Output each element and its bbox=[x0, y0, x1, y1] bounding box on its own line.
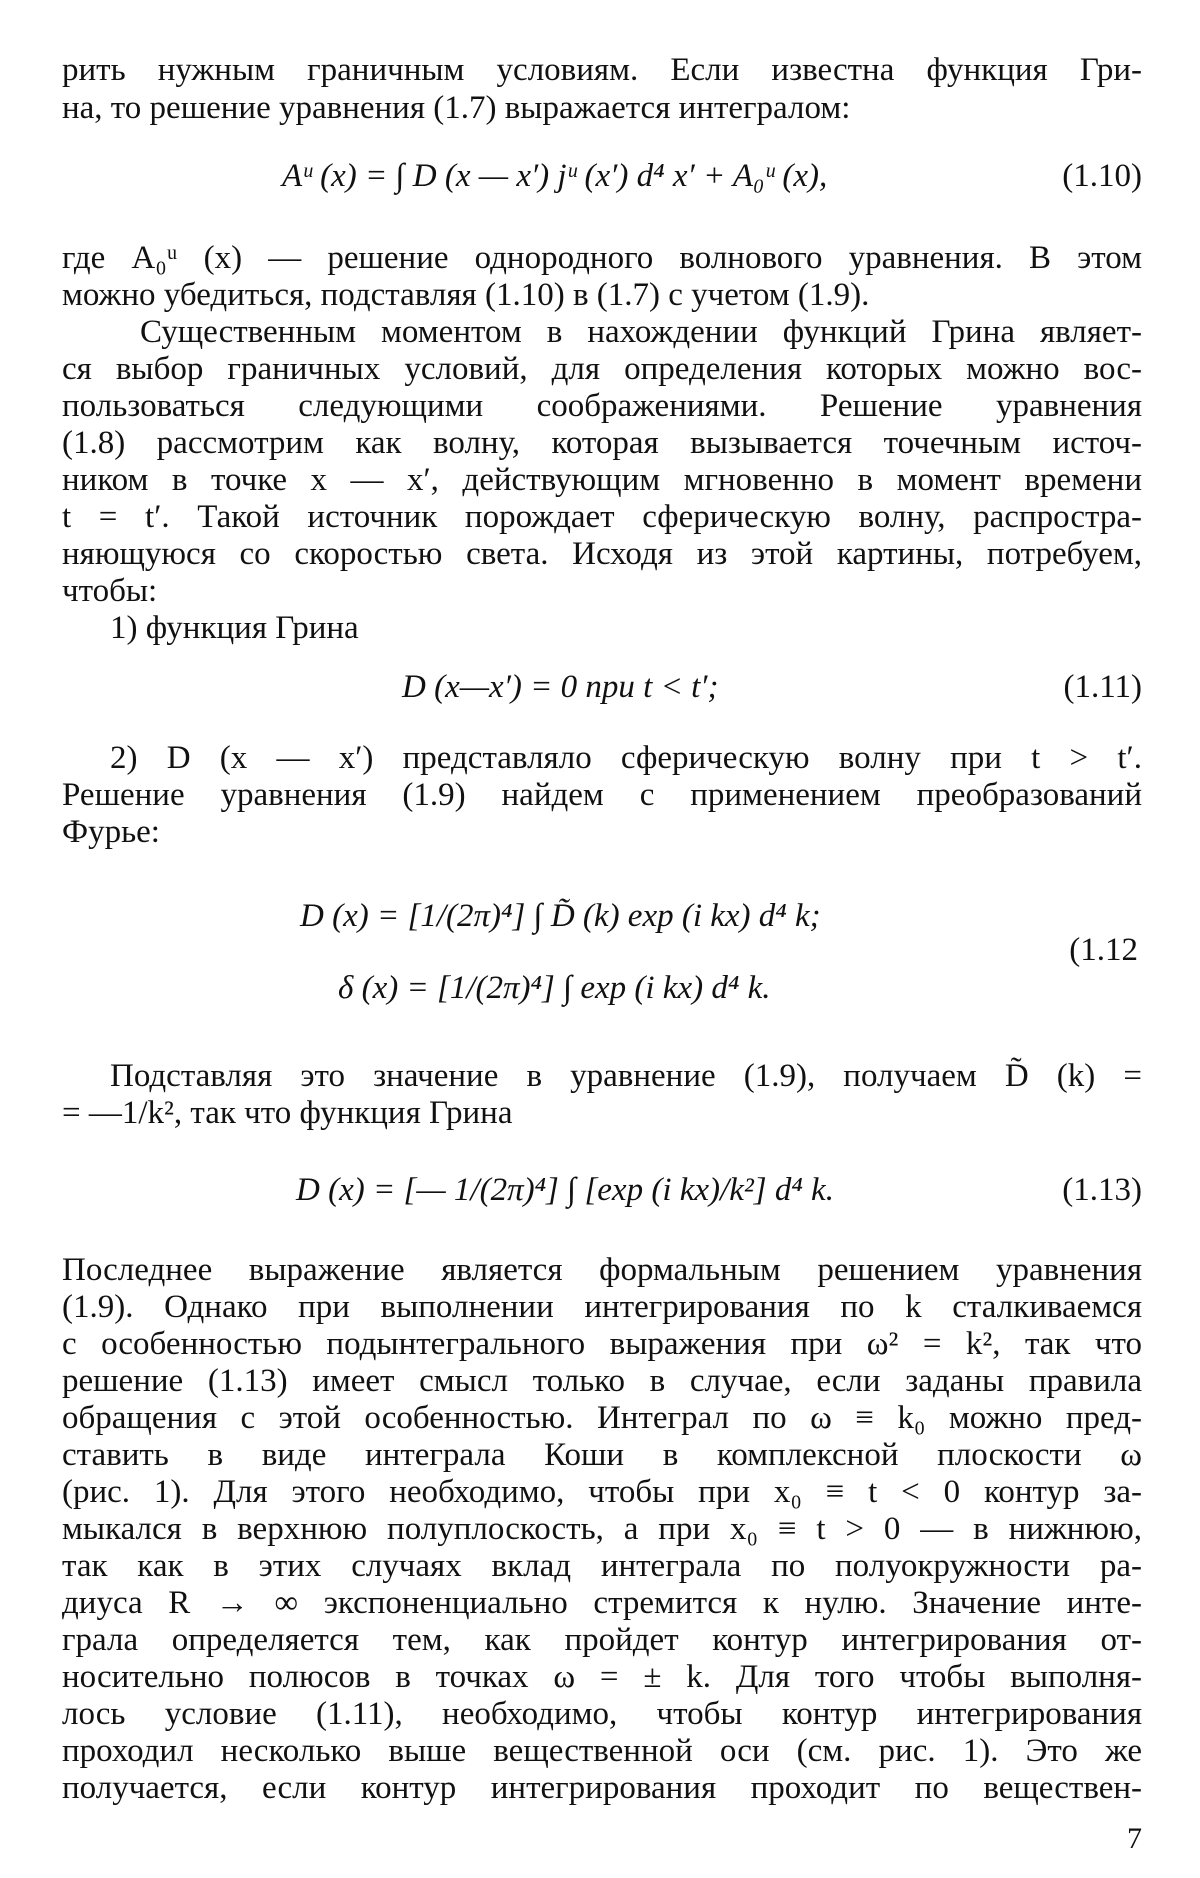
text-line: t = t′. Такой источник порождает сферическую волну, распростра- bbox=[62, 499, 1142, 535]
text-line: лось условие (1.11), необходимо, чтобы контур интегрирования bbox=[62, 1696, 1142, 1732]
text-line: ся выбор граничных условий, для определения которых можно вос- bbox=[62, 351, 1142, 387]
text-line: мыкался в верхнюю полуплоскость, а при x₀ ≡ t > 0 — в нижнюю, bbox=[62, 1511, 1142, 1547]
equation-number: (1.13) bbox=[1062, 1172, 1142, 1208]
text-line: Последнее выражение является формальным решением уравнения bbox=[62, 1252, 1142, 1288]
equation-1-12a: D (x) = [1/(2π)⁴] ∫ D̃ (k) exp (i kx) d⁴ k; bbox=[300, 898, 821, 934]
text-line: решение (1.13) имеет смысл только в случае, если заданы правила bbox=[62, 1363, 1142, 1399]
text-line: ником в точке x — x′, действующим мгновенно в момент времени bbox=[62, 462, 1142, 498]
text-line: няющуюся со скоростью света. Исходя из этой картины, потребуем, bbox=[62, 536, 1142, 572]
equation-1-10: Aᵘ (x) = ∫ D (x — x′) jᵘ (x′) d⁴ x′ + A₀ᵘ (x), bbox=[282, 158, 828, 194]
text-line: можно убедиться, подставляя (1.10) в (1.7) с учетом (1.9). bbox=[62, 277, 870, 313]
list-item: 1) функция Грина bbox=[110, 610, 359, 646]
text-line: чтобы: bbox=[62, 573, 158, 609]
equation-number: (1.10) bbox=[1062, 158, 1142, 194]
text-line: Решение уравнения (1.9) найдем с применением преобразований bbox=[62, 777, 1142, 813]
text-line: (1.8) рассмотрим как волну, которая вызывается точечным источ- bbox=[62, 425, 1142, 461]
text-line: где A₀ᵘ (x) — решение однородного волнового уравнения. В этом bbox=[62, 240, 1142, 276]
text-line: ставить в виде интеграла Коши в комплексной плоскости ω bbox=[62, 1437, 1142, 1473]
text-line: диуса R → ∞ экспоненциально стремится к нулю. Значение инте- bbox=[62, 1585, 1142, 1621]
equation-number: (1.12 bbox=[1069, 932, 1138, 968]
text-line: Существенным моментом в нахождении функций Грина являет- bbox=[140, 314, 1142, 350]
text-line: получается, если контур интегрирования проходит по веществен- bbox=[62, 1770, 1142, 1806]
text-line: Фурье: bbox=[62, 814, 160, 850]
list-item: 2) D (x — x′) представляло сферическую волну при t > t′. bbox=[110, 740, 1142, 776]
text-line: Подставляя это значение в уравнение (1.9), получаем D̃ (k) = bbox=[110, 1058, 1142, 1094]
text-line: проходил несколько выше вещественной оси (см. рис. 1). Это же bbox=[62, 1733, 1142, 1769]
equation-1-11: D (x—x′) = 0 при t < t′; bbox=[402, 669, 719, 705]
text-line: носительно полюсов в точках ω = ± k. Для того чтобы выполня- bbox=[62, 1659, 1142, 1695]
equation-1-12b: δ (x) = [1/(2π)⁴] ∫ exp (i kx) d⁴ k. bbox=[338, 970, 771, 1006]
text-line: рить нужным граничным условиям. Если известна функция Гри- bbox=[62, 52, 1142, 88]
page-number: 7 bbox=[1127, 1822, 1142, 1855]
text-line: (рис. 1). Для этого необходимо, чтобы при x₀ ≡ t < 0 контур за- bbox=[62, 1474, 1142, 1510]
text-line: (1.9). Однако при выполнении интегрирования по k сталкиваемся bbox=[62, 1289, 1142, 1325]
text-line: так как в этих случаях вклад интеграла по полуокружности ра- bbox=[62, 1548, 1142, 1584]
equation-1-13: D (x) = [— 1/(2π)⁴] ∫ [exp (i kx)/k²] d⁴ k. bbox=[296, 1172, 834, 1208]
text-line: = —1/k², так что функция Грина bbox=[62, 1095, 513, 1131]
text-line: на, то решение уравнения (1.7) выражается интегралом: bbox=[62, 90, 851, 126]
text-line: пользоваться следующими соображениями. Решение уравнения bbox=[62, 388, 1142, 424]
text-line: грала определяется тем, как пройдет контур интегрирования от- bbox=[62, 1622, 1142, 1658]
text-line: с особенностью подынтегрального выражения при ω² = k², так что bbox=[62, 1326, 1142, 1362]
equation-number: (1.11) bbox=[1063, 669, 1142, 705]
text-line: обращения с этой особенностью. Интеграл по ω ≡ k₀ можно пред- bbox=[62, 1400, 1142, 1436]
